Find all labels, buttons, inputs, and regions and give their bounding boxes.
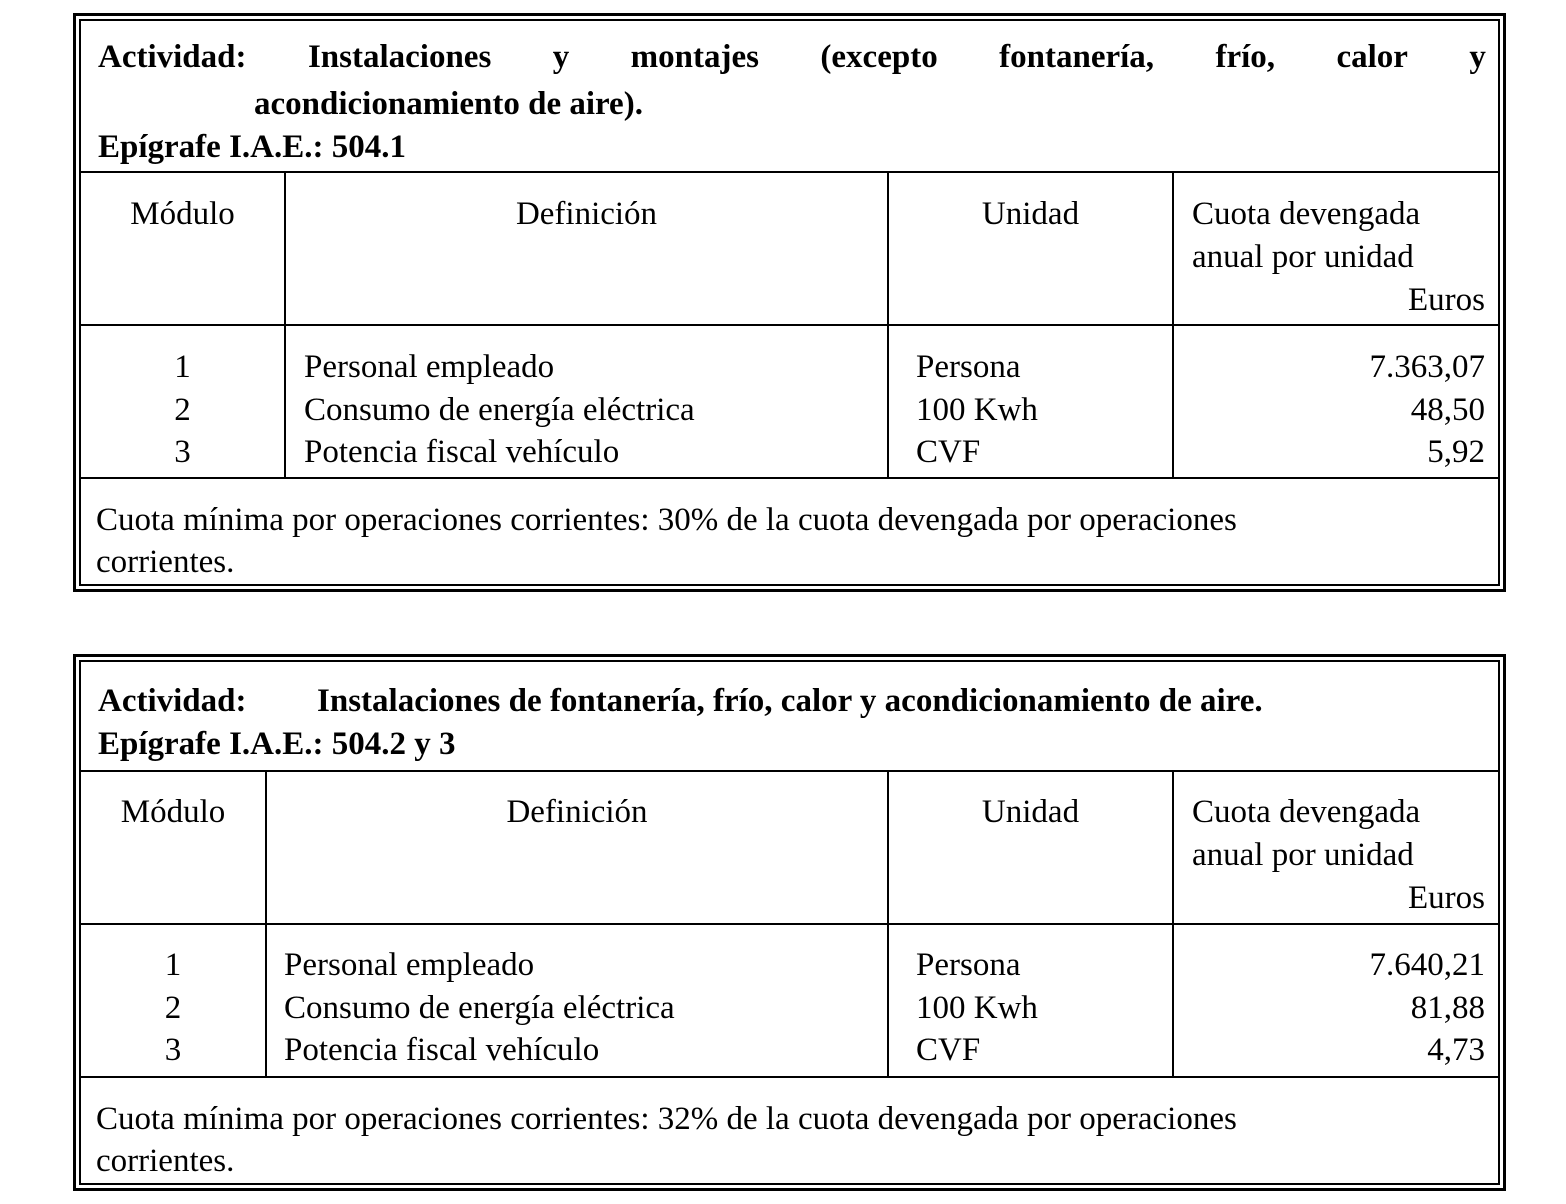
header-cuota-line1: Cuota devengada	[1192, 196, 1421, 232]
row-cuota: 7.640,21	[1369, 947, 1485, 983]
footer-line-1: Cuota mínima por operaciones corrientes: 30% de la cuota devengada por operaciones	[96, 502, 1237, 538]
row-cuota: 81,88	[1410, 990, 1485, 1026]
row-cuota: 7.363,07	[1369, 349, 1485, 385]
actividad-word: y	[552, 39, 570, 75]
row-modulo: 3	[174, 434, 191, 470]
actividad-word: (excepto	[820, 39, 938, 75]
header-cuota-line3: Euros	[1408, 880, 1485, 916]
header-definicion: Definición	[515, 196, 658, 232]
row-unidad: CVF	[916, 1032, 981, 1068]
row-unidad: 100 Kwh	[916, 990, 1038, 1026]
column-header-divider	[81, 324, 1498, 326]
actividad-line-2: acondicionamiento de aire).	[254, 86, 643, 122]
header-unidad: Unidad	[981, 196, 1080, 232]
header-cuota-line2: anual por unidad	[1192, 837, 1414, 873]
column-header-divider	[81, 923, 1498, 925]
row-unidad: 100 Kwh	[916, 392, 1038, 428]
actividad-line-1	[98, 36, 1486, 79]
row-modulo: 1	[174, 349, 191, 385]
row-unidad: CVF	[916, 434, 981, 470]
footer-line-2: corrientes.	[96, 1143, 235, 1179]
epigrafe: Epígrafe I.A.E.: 504.1	[98, 129, 406, 165]
actividad-label: Actividad:	[98, 39, 247, 75]
header-cuota-line2: anual por unidad	[1192, 239, 1414, 275]
table-504-1	[73, 13, 1506, 592]
footer-divider	[81, 1076, 1498, 1078]
row-unidad: Persona	[916, 947, 1021, 983]
row-cuota: 4,73	[1427, 1032, 1485, 1068]
footer-divider	[81, 477, 1498, 479]
row-definicion: Consumo de energía eléctrica	[284, 990, 675, 1026]
table-504-2-y-3	[73, 654, 1506, 1191]
actividad-label: Actividad:	[98, 683, 247, 719]
row-modulo: 2	[164, 990, 182, 1026]
actividad-word: fontanería,	[999, 39, 1155, 75]
header-divider	[81, 770, 1498, 772]
row-definicion: Potencia fiscal vehículo	[284, 1032, 600, 1068]
actividad-word: frío,	[1215, 39, 1276, 75]
row-definicion: Personal empleado	[304, 349, 555, 385]
actividad-word: y	[1469, 39, 1486, 75]
footer-line-2: corrientes.	[96, 544, 235, 580]
footer-line-1: Cuota mínima por operaciones corrientes: 32% de la cuota devengada por operaciones	[96, 1101, 1237, 1137]
row-modulo: 1	[164, 947, 182, 983]
actividad-word: calor	[1336, 39, 1408, 75]
header-divider	[81, 171, 1498, 173]
row-definicion: Personal empleado	[284, 947, 535, 983]
header-modulo: Módulo	[120, 794, 226, 830]
header-unidad: Unidad	[981, 794, 1080, 830]
table-inner-frame	[79, 19, 1500, 586]
epigrafe: Epígrafe I.A.E.: 504.2 y 3	[98, 726, 456, 762]
row-modulo: 3	[164, 1032, 182, 1068]
row-cuota: 48,50	[1410, 392, 1485, 428]
table-inner-frame	[79, 660, 1500, 1185]
row-cuota: 5,92	[1427, 434, 1485, 470]
actividad-text: Instalaciones de fontanería, frío, calor y acondicionamiento de aire.	[317, 683, 1263, 719]
row-modulo: 2	[174, 392, 191, 428]
actividad-word: montajes	[630, 39, 759, 75]
header-cuota-line3: Euros	[1408, 282, 1485, 318]
row-definicion: Potencia fiscal vehículo	[304, 434, 620, 470]
header-cuota-line1: Cuota devengada	[1192, 794, 1421, 830]
header-modulo: Módulo	[130, 196, 235, 232]
row-definicion: Consumo de energía eléctrica	[304, 392, 695, 428]
row-unidad: Persona	[916, 349, 1021, 385]
header-definicion: Definición	[506, 794, 648, 830]
actividad-word: Instalaciones	[307, 39, 492, 75]
